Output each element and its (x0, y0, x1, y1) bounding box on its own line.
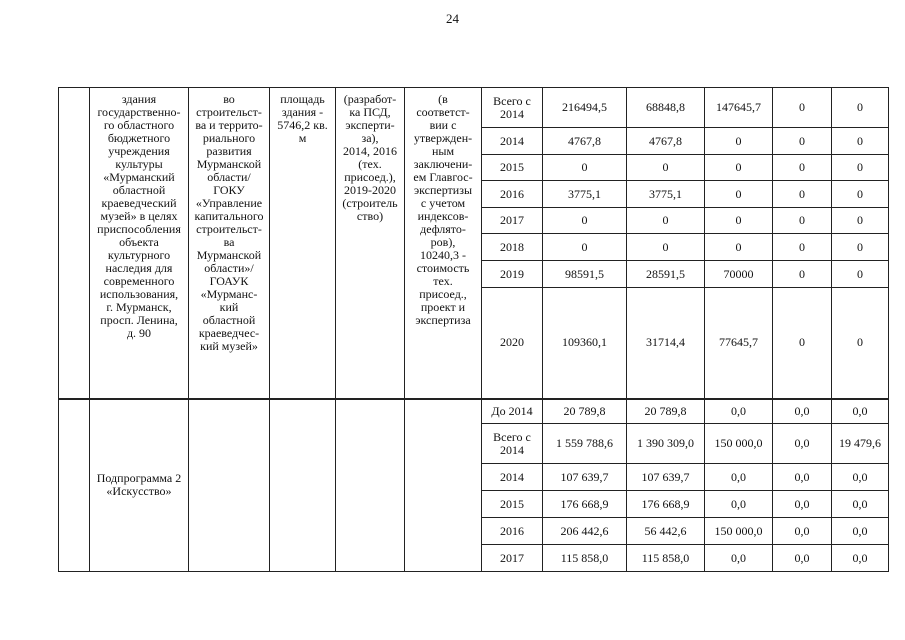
text-line: площадь (280, 92, 325, 106)
text-line: экспертизы (413, 183, 473, 197)
value-cell: 0 (705, 208, 773, 234)
text-line: строительст- (196, 222, 262, 236)
text-line: дефлято- (420, 222, 466, 236)
value-cell: 0 (832, 288, 889, 399)
text-line: «Искусство» (106, 484, 172, 499)
total-cell: 216494,5 (543, 88, 627, 128)
total-cell: 0 (543, 155, 627, 181)
value-cell: 0 (832, 181, 889, 208)
text-line: «Мурманский (103, 170, 175, 184)
text-line: (разработ- (343, 92, 397, 106)
value-cell: 0,0 (773, 518, 832, 545)
text-line: индексов- (417, 209, 469, 223)
year-cell: 2018 (482, 234, 543, 261)
year-cell: 2014 (482, 128, 543, 155)
text-line: риального (202, 131, 256, 145)
text-line: эксперти- (345, 118, 395, 132)
value-cell: 0,0 (832, 518, 889, 545)
executor-cell (189, 88, 270, 399)
text-line: культурного (107, 248, 171, 262)
table-row (59, 88, 889, 128)
text-line: ва и террито- (195, 118, 263, 132)
text-line: областной (112, 183, 166, 197)
text-line: 2014, 2016 (343, 144, 397, 158)
total-cell: 4767,8 (543, 128, 627, 155)
year-cell: Всего с 2014 (482, 88, 543, 128)
text-line: «Управление (195, 196, 263, 210)
text-line: 5746,2 кв. (277, 118, 328, 132)
value-cell: 0 (773, 288, 832, 399)
text-line: го областного (103, 118, 175, 132)
budget-table (58, 87, 889, 572)
text-line: присоед., (419, 287, 467, 301)
value-cell: 19 479,6 (832, 424, 889, 464)
text-line: 10240,3 - (420, 248, 466, 262)
number-cell (59, 399, 90, 572)
total-cell: 0 (543, 208, 627, 234)
total-cell: 107 639,7 (543, 464, 627, 491)
text-line: заключени- (413, 157, 473, 171)
value-cell: 0,0 (773, 545, 832, 572)
value-cell: 0 (705, 181, 773, 208)
value-cell: 0 (627, 208, 705, 234)
subprogram-cell (90, 399, 189, 572)
total-cell: 115 858,0 (543, 545, 627, 572)
value-cell: 0,0 (773, 464, 832, 491)
value-cell: 0 (773, 88, 832, 128)
text-line: кий (219, 300, 239, 314)
text-line: за), (361, 131, 379, 145)
value-cell: 0,0 (832, 545, 889, 572)
value-cell: 0 (627, 234, 705, 261)
text-line: музей» в целях (100, 209, 178, 223)
text-line: (в (438, 92, 448, 106)
total-cell: 0 (543, 234, 627, 261)
year-cell: До 2014 (482, 399, 543, 424)
text-line: во (223, 92, 235, 106)
value-cell: 0 (832, 208, 889, 234)
text-line: областной (202, 313, 256, 327)
value-cell: 20 789,8 (627, 399, 705, 424)
text-line: области/ (207, 170, 251, 184)
text-line: кий музей» (200, 339, 258, 353)
year-cell: Всего с 2014 (482, 424, 543, 464)
text-line: м (298, 131, 307, 145)
year-cell: 2015 (482, 491, 543, 518)
text-line: государственно- (97, 105, 181, 119)
text-line: Мурманской (196, 157, 262, 171)
value-cell: 0,0 (832, 464, 889, 491)
text-line: краеведческий (101, 196, 177, 210)
total-cell: 206 442,6 (543, 518, 627, 545)
year-cell: 2017 (482, 545, 543, 572)
text-line: бюджетного (107, 131, 171, 145)
value-cell: 0 (773, 181, 832, 208)
text-line: утвержден- (413, 131, 473, 145)
period-cell (336, 399, 405, 572)
year-cell: 2016 (482, 181, 543, 208)
value-cell: 0 (773, 155, 832, 181)
value-cell: 0 (773, 261, 832, 288)
total-cell: 109360,1 (543, 288, 627, 399)
text-line: здания - (281, 105, 324, 119)
value-cell: 0,0 (705, 545, 773, 572)
text-line: развития (206, 144, 252, 158)
text-line: (строитель (342, 196, 398, 210)
value-cell: 31714,4 (627, 288, 705, 399)
text-line: области»/ (204, 261, 254, 275)
value-cell: 0 (705, 234, 773, 261)
year-cell: 2015 (482, 155, 543, 181)
value-cell: 0,0 (773, 399, 832, 424)
capacity-cell (270, 399, 336, 572)
value-cell: 0 (773, 208, 832, 234)
total-cell: 98591,5 (543, 261, 627, 288)
value-cell: 0,0 (773, 424, 832, 464)
value-cell: 4767,8 (627, 128, 705, 155)
value-cell: 0,0 (705, 491, 773, 518)
text-line: г. Мурманск, (106, 300, 172, 314)
year-cell: 2017 (482, 208, 543, 234)
text-line: ным (431, 144, 455, 158)
total-cell: 20 789,8 (543, 399, 627, 424)
table-body (59, 88, 889, 572)
table-row (59, 399, 889, 424)
text-line: (тех. (358, 157, 382, 171)
cell-text (338, 93, 402, 223)
value-cell: 115 858,0 (627, 545, 705, 572)
executor-cell (189, 399, 270, 572)
period-cell (336, 88, 405, 399)
value-cell: 0 (832, 88, 889, 128)
value-cell: 0 (832, 155, 889, 181)
text-line: экспертиза (415, 313, 471, 327)
total-cell: 176 668,9 (543, 491, 627, 518)
cell-text (191, 93, 267, 353)
value-cell: 150 000,0 (705, 518, 773, 545)
value-cell: 0,0 (832, 491, 889, 518)
text-line: капитального (194, 209, 264, 223)
value-cell: 107 639,7 (627, 464, 705, 491)
text-line: ГОАУК (209, 274, 249, 288)
text-line: современного (103, 274, 175, 288)
total-cell: 1 559 788,6 (543, 424, 627, 464)
text-line: стоимость (416, 261, 470, 275)
text-line: наследия для (105, 261, 173, 275)
text-line: Подпрограмма 2 (96, 471, 182, 486)
text-line: краеведчес- (198, 326, 260, 340)
value-cell: 28591,5 (627, 261, 705, 288)
value-cell: 176 668,9 (627, 491, 705, 518)
value-cell: 0 (832, 234, 889, 261)
value-cell: 3775,1 (627, 181, 705, 208)
text-line: присоед.), (344, 170, 396, 184)
text-line: д. 90 (126, 326, 152, 340)
year-cell: 2020 (482, 288, 543, 399)
text-line: ров), (430, 235, 456, 249)
cost-cell (405, 399, 482, 572)
text-line: с учетом (420, 196, 466, 210)
text-line: проект и (420, 300, 466, 314)
value-cell: 0 (832, 128, 889, 155)
text-line: ем Главгос- (413, 170, 473, 184)
value-cell: 0,0 (705, 399, 773, 424)
year-cell: 2016 (482, 518, 543, 545)
text-line: просп. Ленина, (100, 313, 178, 327)
value-cell: 68848,8 (627, 88, 705, 128)
text-line: ГОКУ (213, 183, 245, 197)
text-line: ва (223, 235, 235, 249)
number-cell (59, 88, 90, 399)
value-cell: 0 (705, 128, 773, 155)
year-cell: 2014 (482, 464, 543, 491)
value-cell: 0 (773, 128, 832, 155)
value-cell: 56 442,6 (627, 518, 705, 545)
value-cell: 70000 (705, 261, 773, 288)
value-cell: 0,0 (773, 491, 832, 518)
value-cell: 0 (773, 234, 832, 261)
capacity-cell (270, 88, 336, 399)
value-cell: 0 (832, 261, 889, 288)
text-line: учреждения (108, 144, 170, 158)
text-line: «Мурманс- (200, 287, 258, 301)
total-cell: 3775,1 (543, 181, 627, 208)
cost-cell (405, 88, 482, 399)
cell-text (272, 93, 333, 145)
object-cell (90, 88, 189, 399)
text-line: ство) (356, 209, 384, 223)
value-cell: 1 390 309,0 (627, 424, 705, 464)
text-line: тех. (433, 274, 453, 288)
text-line: ка ПСД, (349, 105, 391, 119)
cell-text (407, 93, 479, 327)
value-cell: 150 000,0 (705, 424, 773, 464)
value-cell: 0 (705, 155, 773, 181)
text-line: 2019-2020 (344, 183, 396, 197)
text-line: приспособления (97, 222, 181, 236)
value-cell: 147645,7 (705, 88, 773, 128)
text-line: культуры (115, 157, 163, 171)
value-cell: 0,0 (705, 464, 773, 491)
text-line: здания (121, 92, 157, 106)
text-line: строительст- (196, 105, 262, 119)
value-cell: 0 (627, 155, 705, 181)
text-line: объекта (119, 235, 159, 249)
value-cell: 77645,7 (705, 288, 773, 399)
text-line: соответст- (416, 105, 470, 119)
cell-text (92, 93, 186, 340)
text-line: Мурманской (196, 248, 262, 262)
page-number: 24 (446, 11, 459, 26)
text-line: вии с (429, 118, 457, 132)
year-cell: 2019 (482, 261, 543, 288)
value-cell: 0,0 (832, 399, 889, 424)
cell-text (92, 472, 186, 498)
text-line: использования, (99, 287, 179, 301)
